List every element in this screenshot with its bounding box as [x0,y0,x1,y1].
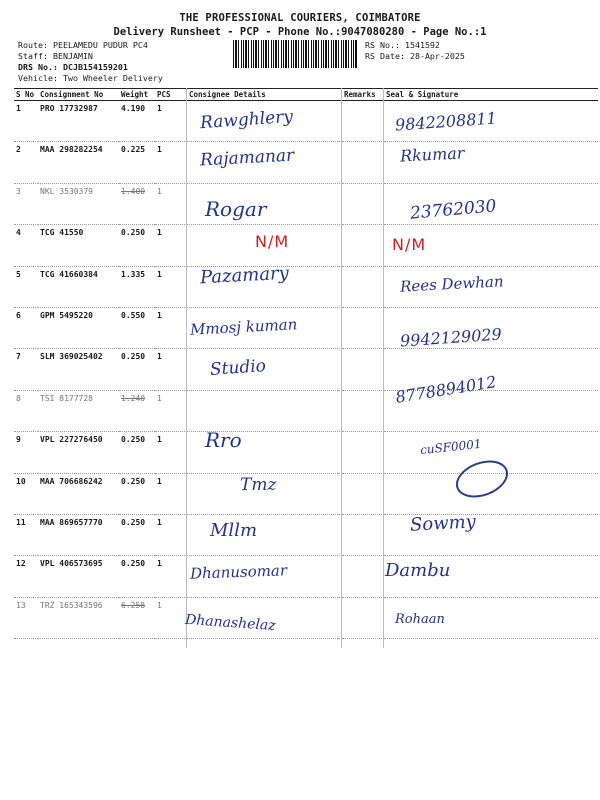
row-consignment: TCG 41660384 [38,266,119,307]
table-header-row [14,89,598,101]
row-remarks [342,390,384,431]
handwritten-consignee: Mmosj kuman [189,315,298,339]
row-pcs: 1 [155,473,187,514]
row-sno: 3 [14,183,38,224]
col-consignment: Consignment No [38,89,119,101]
handwritten-signature: cuSF0001 [419,436,483,458]
runsheet-table [14,88,598,639]
handwritten-consignee: N/M [255,232,290,251]
row-pcs: 1 [155,349,187,390]
handwritten-consignee: Rro [205,428,242,452]
row-sno: 5 [14,266,38,307]
row-consignment: VPL 406573695 [38,556,119,597]
row-consignment: TSI 8177728 [38,390,119,431]
handwritten-signature: 23762030 [409,196,498,224]
col-signature: Seal & Signature [384,89,598,101]
handwritten-consignee: Studio [209,356,267,380]
handwritten-consignee: Tmz [240,475,277,495]
handwritten-signature: Rees Dewhan [399,272,504,296]
column-divider [341,88,342,648]
row-pcs: 1 [155,432,187,473]
route-info [18,40,163,84]
row-consignment: SLM 369025402 [38,349,119,390]
handwritten-signature: Dambu [385,560,451,581]
row-weight: 0.250 [119,514,155,555]
row-remarks [342,514,384,555]
row-consignment: PRO 17732987 [38,101,119,142]
handwritten-signature: 9942129029 [399,324,503,351]
row-weight: 0.250 [119,225,155,266]
handwritten-consignee: Pazamary [199,262,290,289]
handwritten-signature: 9842208811 [394,108,498,135]
rs-date: RS Date: 28-Apr-2025 [365,51,465,61]
row-sno: 7 [14,349,38,390]
row-sno: 2 [14,142,38,183]
table-row [14,556,598,597]
row-weight: 0.225 [119,142,155,183]
row-weight: 1.335 [119,266,155,307]
runsheet-subtitle: Delivery Runsheet - PCP - Phone No.:9047080280 - Page No.:1 [113,26,487,38]
row-weight: 0.550 [119,307,155,348]
table-row [14,432,598,473]
table-row [14,307,598,348]
row-pcs: 1 [155,597,187,638]
row-consignment: MAA 706686242 [38,473,119,514]
row-pcs: 1 [155,514,187,555]
row-weight: 0.250 [119,556,155,597]
vehicle-line: Vehicle: Two Wheeler Delivery [18,73,163,83]
table-row [14,514,598,555]
row-pcs: 1 [155,266,187,307]
drs-line: DRS No.: DCJB154159201 [18,62,128,72]
barcode [233,40,357,68]
table-row [14,390,598,431]
row-weight: 0.250 [119,432,155,473]
col-consignee: Consignee Details [187,89,342,101]
col-weight: Weight [119,89,155,101]
table-row [14,225,598,266]
handwritten-consignee: Mllm [210,520,258,541]
column-divider [186,88,187,648]
row-sno: 4 [14,225,38,266]
row-consignment: GPM 5495220 [38,307,119,348]
row-remarks [342,101,384,142]
row-sno: 10 [14,473,38,514]
row-pcs: 1 [155,183,187,224]
row-remarks [342,183,384,224]
row-weight: 1.240 [119,390,155,431]
row-remarks [342,225,384,266]
row-pcs: 1 [155,225,187,266]
row-weight: 0.250 [119,473,155,514]
handwritten-consignee: Rogar [205,197,267,221]
handwritten-signature: N/M [392,235,427,254]
table-row [14,597,598,638]
row-pcs: 1 [155,556,187,597]
row-remarks [342,307,384,348]
handwritten-consignee: Dhanashelaz [184,611,277,635]
col-pcs: PCS [155,89,187,101]
row-sno: 12 [14,556,38,597]
rs-info [365,40,465,62]
row-pcs: 1 [155,101,187,142]
row-weight: 6.258 [119,597,155,638]
row-consignment: MAA 298282254 [38,142,119,183]
route-line: Route: PEELAMEDU PUDUR PC4 [18,40,148,50]
handwritten-signature: Sowmy [409,511,477,536]
rs-number: RS No.: 1541592 [365,40,440,50]
row-pcs: 1 [155,307,187,348]
row-pcs: 1 [155,142,187,183]
row-remarks [342,556,384,597]
row-sno: 1 [14,101,38,142]
handwritten-consignee: Rajamanar [199,145,295,171]
row-sno: 9 [14,432,38,473]
table-row [14,349,598,390]
column-divider [383,88,384,648]
row-consignment: TCG 41550 [38,225,119,266]
handwritten-signature: 8778894012 [394,372,498,407]
row-sno: 13 [14,597,38,638]
row-remarks [342,432,384,473]
row-remarks [342,473,384,514]
col-remarks: Remarks [342,89,384,101]
row-remarks [342,266,384,307]
table-row [14,142,598,183]
row-sno: 8 [14,390,38,431]
row-consignment: NKL 3530379 [38,183,119,224]
handwritten-signature: Rkumar [399,143,465,166]
row-sno: 6 [14,307,38,348]
table-row [14,101,598,142]
handwritten-signature: Rohaan [395,612,445,627]
handwritten-consignee: Dhanusomar [189,561,288,583]
company-title: THE PROFESSIONAL COURIERS, COIMBATORE [179,12,421,24]
row-consignment: MAA 869657770 [38,514,119,555]
handwritten-consignee: Rawghlery [199,106,294,134]
row-weight: 0.250 [119,349,155,390]
table-row [14,473,598,514]
row-consignment: VPL 227276450 [38,432,119,473]
row-consignment: TRZ 165343596 [38,597,119,638]
row-sno: 11 [14,514,38,555]
row-pcs: 1 [155,390,187,431]
row-weight: 1.400 [119,183,155,224]
row-remarks [342,142,384,183]
row-weight: 4.190 [119,101,155,142]
staff-line: Staff: BENJAMIN [18,51,93,61]
table-row [14,266,598,307]
row-remarks [342,597,384,638]
col-sno: S No [14,89,38,101]
row-remarks [342,349,384,390]
row-consignee [187,390,342,431]
table-row [14,183,598,224]
